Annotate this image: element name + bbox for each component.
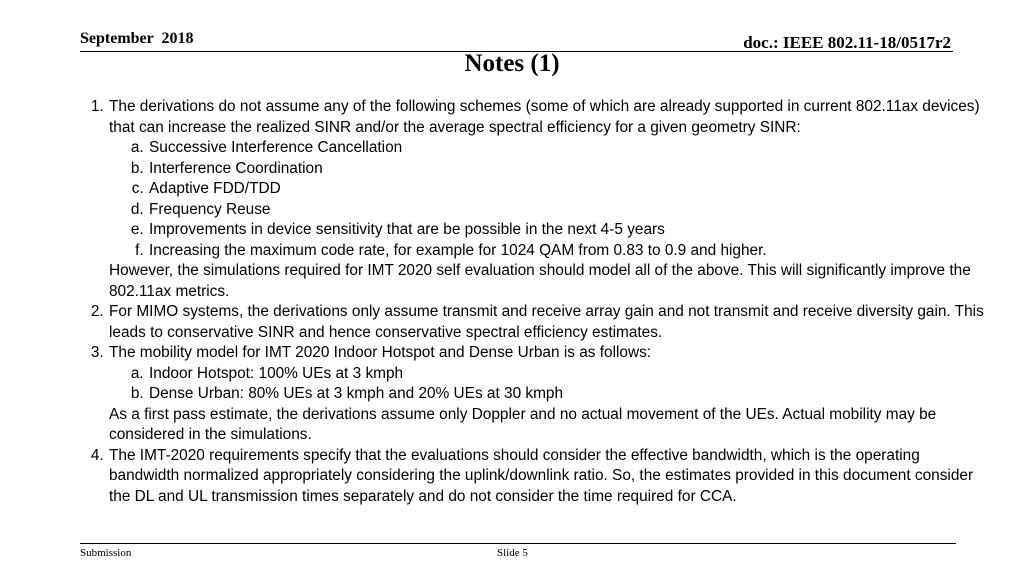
note-item-3 — [108, 343, 985, 446]
note-text: The derivations do not assume any of the following schemes (some of which are already supported in current 802.11ax devices) that can increase the realized SINR and/or the average spectral efficiency for a given geometry SINR: — [109, 98, 980, 136]
note-subitem: d. Frequency Reuse — [148, 200, 985, 221]
note-subitem: a. Indoor Hotspot: 100% UEs at 3 kmph — [148, 364, 985, 385]
note-item-2 — [108, 302, 985, 343]
note-subitem: c. Adaptive FDD/TDD — [148, 179, 985, 200]
note-item-1 — [108, 97, 985, 302]
note-subitem: b. Dense Urban: 80% UEs at 3 kmph and 20% UEs at 30 kmph — [148, 384, 985, 405]
notes-content — [80, 97, 985, 507]
notes-list — [80, 97, 985, 507]
footer-rule — [80, 543, 956, 544]
note-subitem: f. Increasing the maximum code rate, for example for 1024 QAM from 0.83 to 0.9 and higher. — [148, 241, 985, 262]
footer-slide-number: Slide 5 — [497, 547, 528, 559]
header-doc-id: doc.: IEEE 802.11-18/0517r2 — [743, 33, 951, 52]
note-text: The IMT-2020 requirements specify that the evaluations should consider the effective bandwidth, which is the operating bandwidth normalized appropriately considering the uplink/downlink ratio. So, the estimates provided in this document consider the DL and UL transmission times separately and do not consider the time required for CCA. — [109, 446, 974, 505]
note-text: The mobility model for IMT 2020 Indoor Hotspot and Dense Urban is as follows: — [109, 344, 652, 361]
header-date: September 2018 — [80, 30, 194, 47]
slide-title: Notes (1) — [464, 50, 560, 77]
footer-submission: Submission — [80, 547, 132, 559]
note-sublist — [109, 138, 985, 261]
note-subitem: e. Improvements in device sensitivity that are be possible in the next 4-5 years — [148, 220, 985, 241]
note-followup: As a first pass estimate, the derivations assume only Doppler and no actual movement of the UEs. Actual mobility may be considered in the simulations. — [109, 405, 937, 443]
note-followup: However, the simulations required for IMT 2020 self evaluation should model all of the above. This will significantly improve the 802.11ax metrics. — [109, 262, 971, 300]
note-sublist — [109, 364, 985, 405]
note-text: For MIMO systems, the derivations only assume transmit and receive array gain and not transmit and receive diversity gain. This leads to conservative SINR and hence conservative spectral efficiency estimates. — [109, 303, 984, 341]
note-item-4 — [108, 446, 985, 508]
note-subitem: b. Interference Coordination — [148, 159, 985, 180]
note-subitem: a. Successive Interference Cancellation — [148, 138, 985, 159]
